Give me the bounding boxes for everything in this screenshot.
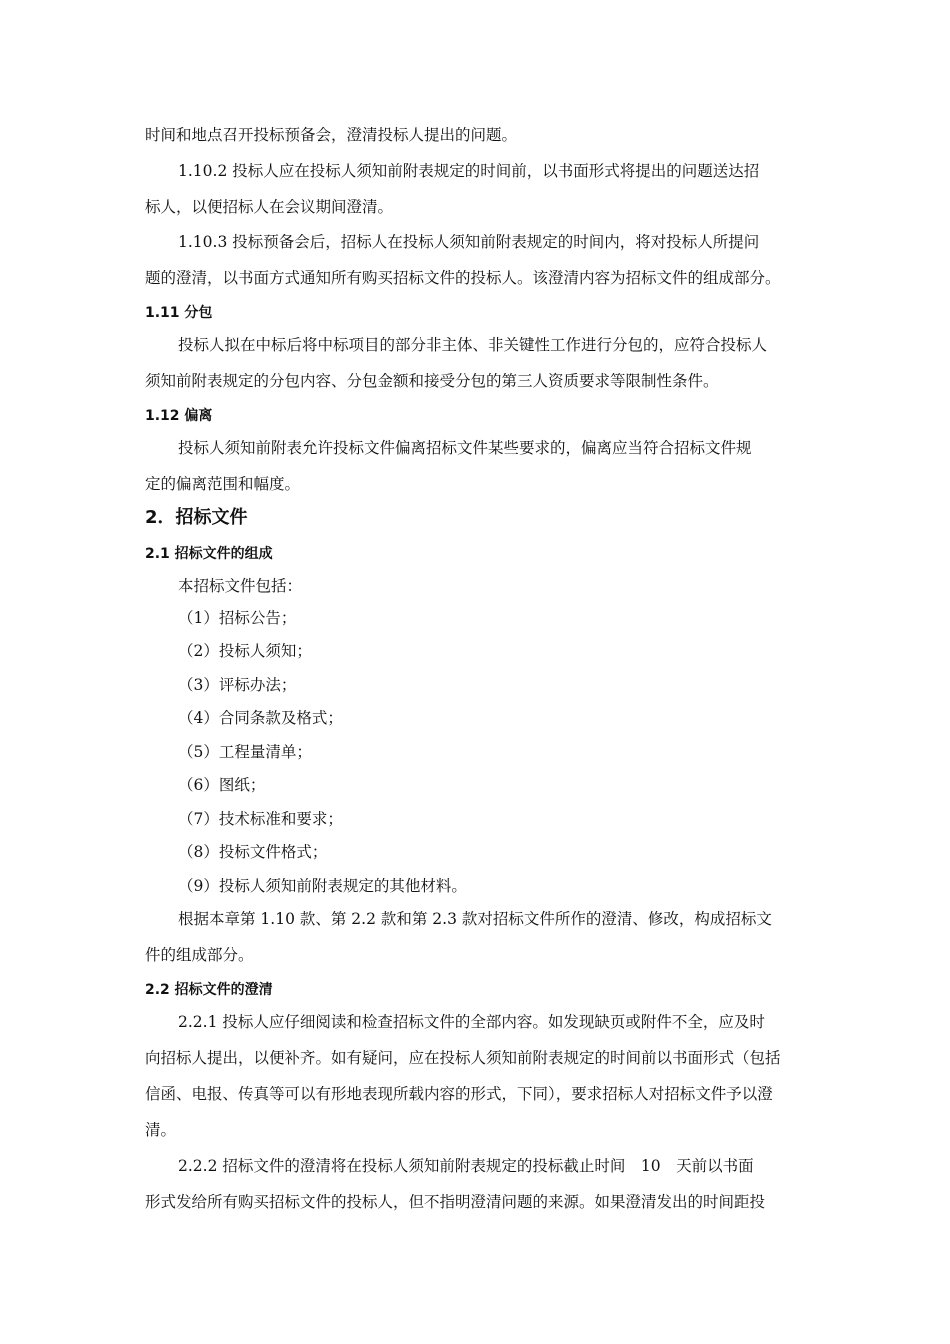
paragraph-line: 时间和地点召开投标预备会，澄清投标人提出的问题。 <box>145 126 518 144</box>
paragraph-line: 信函、电报、传真等可以有形地表现所载内容的形式，下同），要求招标人对招标文件予以澄 <box>145 1085 773 1103</box>
paragraph-line: 向招标人提出，以便补齐。如有疑问，应在投标人须知前附表规定的时间前以书面形式（包括 <box>145 1049 781 1067</box>
clause-2-2-1: 2.2.1 投标人应仔细阅读和检查招标文件的全部内容。如发现缺页或附件不全，应及时 <box>178 1013 765 1031</box>
list-item: （8）投标文件格式； <box>178 843 328 861</box>
list-item: （1）招标公告； <box>178 609 297 627</box>
list-item: （2）投标人须知； <box>178 642 312 660</box>
heading-section-2: 2．招标文件 <box>145 507 248 528</box>
paragraph-line: 题的澄清，以书面方式通知所有购买招标文件的投标人。该澄清内容为招标文件的组成部分。 <box>145 269 781 287</box>
heading-2-2: 2.2 招标文件的澄清 <box>145 982 273 998</box>
list-item: （5）工程量清单； <box>178 743 312 761</box>
paragraph-line: 须知前附表规定的分包内容、分包金额和接受分包的第三人资质要求等限制性条件。 <box>145 372 719 390</box>
paragraph-line: 形式发给所有购买招标文件的投标人，但不指明澄清问题的来源。如果澄清发出的时间距投 <box>145 1193 766 1211</box>
heading-2-1: 2.1 招标文件的组成 <box>145 546 273 562</box>
clause-2-2-2: 2.2.2 招标文件的澄清将在投标人须知前附表规定的投标截止时间 10 天前以书面 <box>178 1157 754 1175</box>
list-item: （6）图纸； <box>178 776 266 794</box>
paragraph-line: 清。 <box>145 1121 177 1139</box>
heading-1-11: 1.11 分包 <box>145 305 213 321</box>
paragraph-line: 本招标文件包括： <box>178 577 303 595</box>
list-item: （4）合同条款及格式； <box>178 709 343 727</box>
heading-1-12: 1.12 偏离 <box>145 408 213 424</box>
list-item: （7）技术标准和要求； <box>178 810 343 828</box>
paragraph-line: 定的偏离范围和幅度。 <box>145 475 301 493</box>
clause-1-10-3: 1.10.3 投标预备会后，招标人在投标人须知前附表规定的时间内，将对投标人所提问 <box>178 233 760 251</box>
paragraph-line: 件的组成部分。 <box>145 946 254 964</box>
list-item: （9）投标人须知前附表规定的其他材料。 <box>178 877 467 895</box>
paragraph-line: 投标人须知前附表允许投标文件偏离招标文件某些要求的，偏离应当符合招标文件规 <box>178 439 752 457</box>
list-item: （3）评标办法； <box>178 676 297 694</box>
paragraph-line: 投标人拟在中标后将中标项目的部分非主体、非关键性工作进行分包的，应符合投标人 <box>178 336 768 354</box>
paragraph-line: 标人，以便招标人在会议期间澄清。 <box>145 198 394 216</box>
clause-1-10-2: 1.10.2 投标人应在投标人须知前附表规定的时间前，以书面形式将提出的问题送达招 <box>178 162 760 180</box>
paragraph-line: 根据本章第 1.10 款、第 2.2 款和第 2.3 款对招标文件所作的澄清、修改，构成招标文 <box>178 910 772 928</box>
